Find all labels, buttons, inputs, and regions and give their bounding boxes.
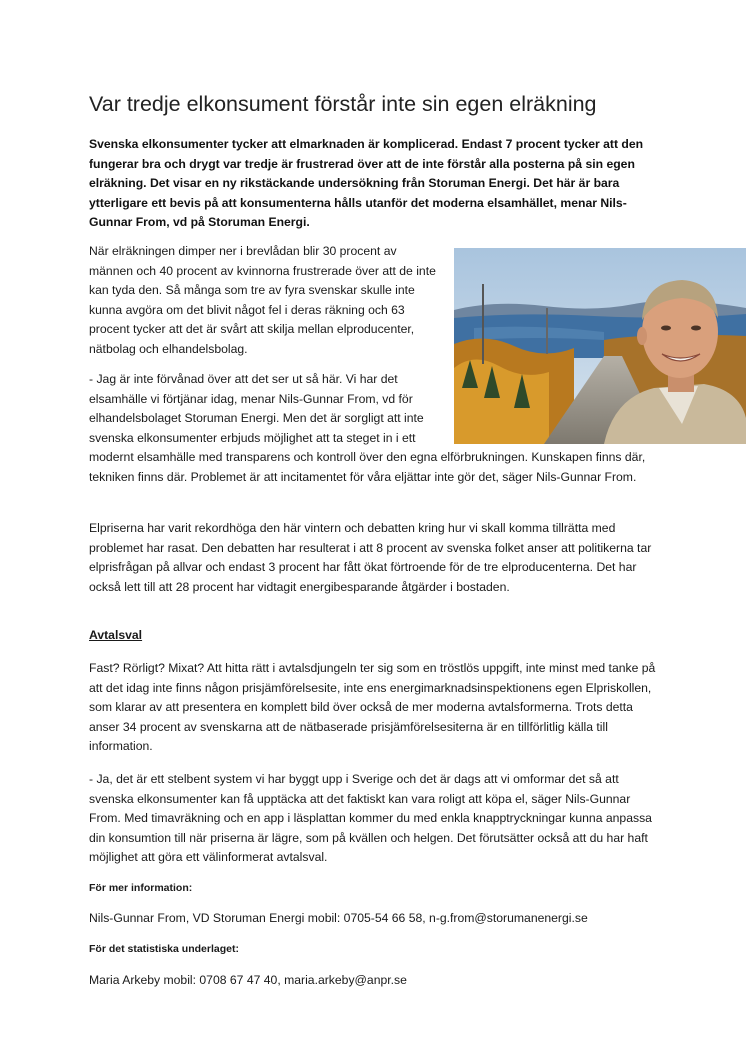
paragraph-1: När elräkningen dimper ner i brevlådan blir 30 procent av männen och 40 procent av kvinnorna frustrerade över att de inte kan tyda den. Så många som tre av fyra svenskar skulle inte kunna avgöra om det blivit något fel i deras räkning och 63 procent tycker att det är svårt att skilja mellan elproducenter, nätbolag och elhandelsbolag. xyxy=(89,244,436,356)
paragraph-2-bottom: modernt elsamhälle med transparens och kontroll över den egna elförbrukningen. Kunskapen finns där, tekniken finns där. Problemet är att incitamentet för våra eljättar inte gör det, säger Nils-Gunnar From. xyxy=(89,450,646,484)
section-heading-avtalsval: Avtalsval xyxy=(89,628,143,642)
paragraph-5: - Ja, det är ett stelbent system vi har byggt upp i Sverige och det är dags att vi omformar det så att svenska elkonsumenter kan få upptäcka att det faktiskt kan vara roligt att köpa el, säger Nils-Gunnar From. Med timavräkning och en app i läsplattan kommer du med enkla knapptryckningar kunna anpassa din konsumtion till när priserna är lägre, som på kvällen och helgen. Det förutsätter också att du har haft möjlighet att göra ett välinformerat avtalsval. xyxy=(89,772,652,864)
statistics-contact: Maria Arkeby mobil: 0708 67 47 40, maria.arkeby@anpr.se xyxy=(89,973,407,987)
article-title: Var tredje elkonsument förstår inte sin egen elräkning xyxy=(89,92,597,116)
paragraph-2-top: - Jag är inte förvånad över att det ser ut så här. Vi har det elsamhälle vi förtjänar idag, menar Nils-Gunnar From, vd för elhandelsbolaget Storuman Energi. Men det är sorgligt att inte svenska elkonsumenter erbjuds möjlighet att ta steget in i ett xyxy=(89,372,424,445)
paragraph-3: Elpriserna har varit rekordhöga den här vintern och debatten kring hur vi skall komma tillrätta med problemet har rasat. Den debatten har resulterat i att 8 procent av svenska folket anser att politikerna tar elprisfrågan på allvar och endast 3 procent har fått ökat förtroende för de tre elproducenterna. Det har också lett till att 28 procent har vidtagit energibesparande åtgärder i bostaden. xyxy=(89,521,652,594)
portrait-photo xyxy=(454,248,746,444)
article-lead: Svenska elkonsumenter tycker att elmarknaden är komplicerad. Endast 7 procent tycker att den fungerar bra och drygt var tredje är frustrerad över att de inte förstår alla posterna på sin egen elräkning. Det visar en ny rikstäckande undersökning från Storuman Energi. Det här är bara ytterligare ett bevis på att konsumenterna hålls utanför det moderna elsamhället, menar Nils-Gunnar From, vd på Storuman Energi. xyxy=(89,137,644,229)
paragraph-4: Fast? Rörligt? Mixat? Att hitta rätt i avtalsdjungeln ter sig som en tröstlös uppgift, inte minst med tanke på att det idag inte finns någon prisjämförelsesite, inte ens energimarknadsinspektionens egen Elpriskollen, som klarar av att presentera en komplett bild över också de mer moderna avtalsformerna. Trots detta anser 34 procent av svenskarna att de nätbaserade prisjämförelsesiterna är en tillförlitlig källa till information. xyxy=(89,661,656,753)
portrait-photo-image xyxy=(454,248,746,444)
statistics-label: För det statistiska underlaget: xyxy=(89,943,239,955)
more-info-contact: Nils-Gunnar From, VD Storuman Energi mobil: 0705-54 66 58, n-g.from@storumanenergi.se xyxy=(89,911,588,925)
more-info-label: För mer information: xyxy=(89,882,193,894)
